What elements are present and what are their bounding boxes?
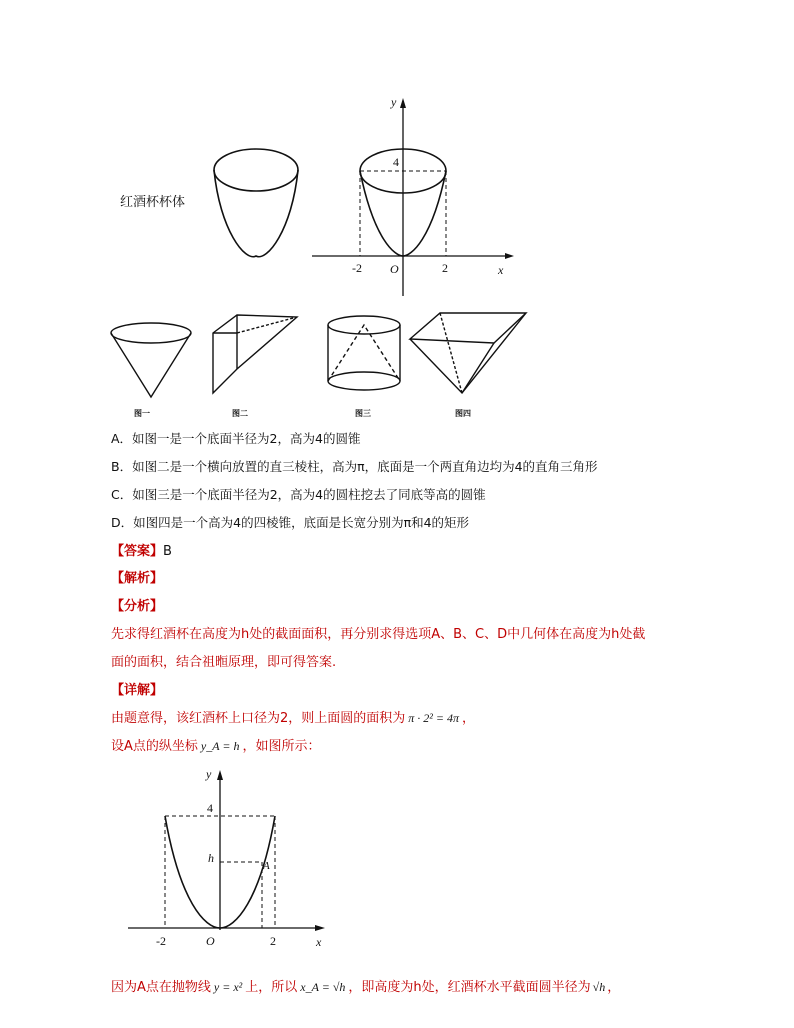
g2-origin: O xyxy=(206,934,215,948)
detail-line-2 xyxy=(111,735,320,754)
fig3-label: 图三 xyxy=(355,409,371,418)
four-figures xyxy=(100,305,540,423)
top-figure xyxy=(0,0,794,310)
bottom-line xyxy=(111,976,620,995)
ya-formula: y_A = h xyxy=(200,739,240,753)
figure-1-cone xyxy=(111,323,191,397)
tick-4: 4 xyxy=(393,155,399,169)
fenxi-tag: 【分析】 xyxy=(111,599,164,614)
option-a: A．如图一是一个底面半径为2，高为4的圆锥 xyxy=(111,431,361,446)
detail-line-2-end: ，如图所示： xyxy=(242,739,321,754)
fig4-label: 图四 xyxy=(455,409,471,418)
detail-tag: 【详解】 xyxy=(111,683,164,698)
detail-line-2-text: 设A点的纵坐标 xyxy=(111,739,198,754)
g2-tick-neg2: -2 xyxy=(156,934,166,948)
g2-axis-y: y xyxy=(206,767,212,781)
tick-neg2: -2 xyxy=(352,261,362,275)
g2-tick-h: h xyxy=(208,851,214,865)
parabola-formula: y = x² xyxy=(213,980,243,994)
bottom-text-4: ， xyxy=(607,980,621,995)
analysis-line-2: 面的面积，结合祖暅原理，即可得答案. xyxy=(111,655,337,670)
option-d: D．如图四是一个高为4的四棱锥，底面是长宽分别为π和4的矩形 xyxy=(111,515,470,530)
figure-2-prism xyxy=(213,315,297,393)
parabola-graph-2 xyxy=(120,762,340,952)
bottom-text-1: 因为A点在抛物线 xyxy=(111,980,211,995)
detail-line-1-end: ， xyxy=(462,711,476,726)
answer-line xyxy=(111,540,172,559)
fig2-label: 图二 xyxy=(232,409,248,418)
g2-axis-x: x xyxy=(316,935,322,949)
cup-label: 红酒杯杯体 xyxy=(120,195,186,210)
figure-4-pyramid xyxy=(410,313,526,393)
wine-cup-drawing xyxy=(214,149,298,257)
axis-x-label: x xyxy=(498,263,504,277)
parabola-graph xyxy=(312,98,514,296)
circle-area-formula: π · 2² = 4π xyxy=(408,711,459,725)
axis-y-label: y xyxy=(391,95,397,109)
radius-formula: √h xyxy=(592,980,606,994)
detail-line-1 xyxy=(111,707,475,726)
analysis-line-1: 先求得红酒杯在高度为h处的截面面积，再分别求得选项A、B、C、D中几何体在高度为h处截 xyxy=(111,627,646,642)
answer-value: B xyxy=(163,544,172,559)
bottom-text-3: ，即高度为h处，红酒杯水平截面圆半径为 xyxy=(348,980,591,995)
g2-tick-4: 4 xyxy=(207,801,213,815)
option-b: B．如图二是一个横向放置的直三棱柱，高为π，底面是一个两直角边均为4的直角三角形 xyxy=(111,459,598,474)
g2-tick-2: 2 xyxy=(270,934,276,948)
xa-formula: x_A = √h xyxy=(300,980,346,994)
fig1-label: 图一 xyxy=(134,409,150,418)
jiexi-tag: 【解析】 xyxy=(111,571,164,586)
g2-point-a: A xyxy=(263,860,270,872)
origin-label: O xyxy=(390,262,399,276)
bottom-text-2: 上，所以 xyxy=(245,980,298,995)
answer-tag: 【答案】 xyxy=(111,544,164,559)
tick-2: 2 xyxy=(442,261,448,275)
detail-line-1-text: 由题意得，该红酒杯上口径为2，则上面圆的面积为 xyxy=(111,711,406,726)
figure-3-cylinder xyxy=(328,316,400,390)
option-c: C．如图三是一个底面半径为2，高为4的圆柱挖去了同底等高的圆锥 xyxy=(111,487,486,502)
